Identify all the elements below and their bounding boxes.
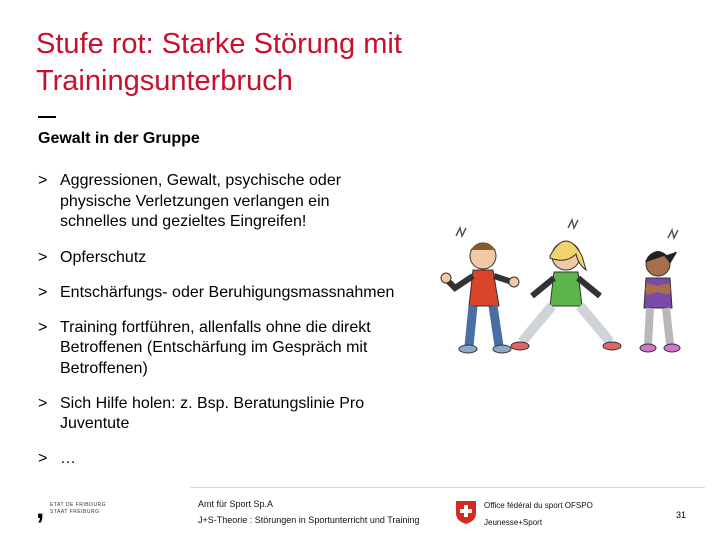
logo-line-1: ETAT DE FRIBOURG bbox=[50, 502, 107, 508]
bullet-item bbox=[38, 394, 398, 435]
federal-office-label: Office fédéral du sport OFSPO bbox=[484, 501, 593, 510]
bullet-text: Sich Hilfe holen: z. Bsp. Beratungslinie Pro Juventute bbox=[60, 394, 365, 432]
bullet-text: Entschärfungs- oder Beruhigungsmassnahmen bbox=[60, 283, 395, 301]
bullet-item bbox=[38, 171, 398, 233]
bullet-text: Aggressionen, Gewalt, psychische oder physische Verletzungen verlangen ein schnelles und gezieltes Eingreifen! bbox=[60, 172, 342, 230]
logo-line-2: STAAT FREIBURG bbox=[50, 509, 100, 515]
page-number: 31 bbox=[676, 510, 687, 520]
js-label: Jeunesse+Sport bbox=[484, 518, 543, 527]
bullet-item bbox=[38, 449, 398, 470]
footer-divider bbox=[190, 487, 705, 488]
arguing-children-illustration bbox=[418, 218, 708, 358]
bullet-marker: > bbox=[38, 394, 48, 412]
slide-subtitle: Gewalt in der Gruppe bbox=[38, 130, 200, 147]
bullet-item bbox=[38, 248, 398, 269]
fribourg-comma-icon: , bbox=[36, 492, 45, 525]
bullet-text: Opferschutz bbox=[60, 248, 147, 266]
bullet-text: Training fortführen, allenfalls ohne die direkt Betroffenen (Entschärfung im Gespräch mit Betroffenen) bbox=[60, 318, 371, 377]
title-divider bbox=[38, 116, 56, 118]
bullet-list bbox=[38, 171, 398, 484]
swiss-shield-icon bbox=[454, 499, 478, 525]
bullet-marker: > bbox=[38, 248, 48, 266]
bullet-item bbox=[38, 318, 398, 380]
canton-fribourg-logo bbox=[36, 492, 126, 530]
bullet-item bbox=[38, 283, 398, 304]
slide-title: Stufe rot: Starke Störung mit Trainingsunterbruch bbox=[36, 28, 402, 97]
bullet-marker: > bbox=[38, 172, 48, 189]
footer-course-title: J+S-Theorie : Störungen in Sportunterricht und Training bbox=[198, 515, 420, 525]
bullet-text: … bbox=[60, 450, 76, 467]
bullet-marker: > bbox=[38, 450, 48, 467]
bullet-marker: > bbox=[38, 318, 48, 336]
footer-office-name: Amt für Sport Sp.A bbox=[198, 499, 274, 509]
bullet-marker: > bbox=[38, 283, 48, 301]
